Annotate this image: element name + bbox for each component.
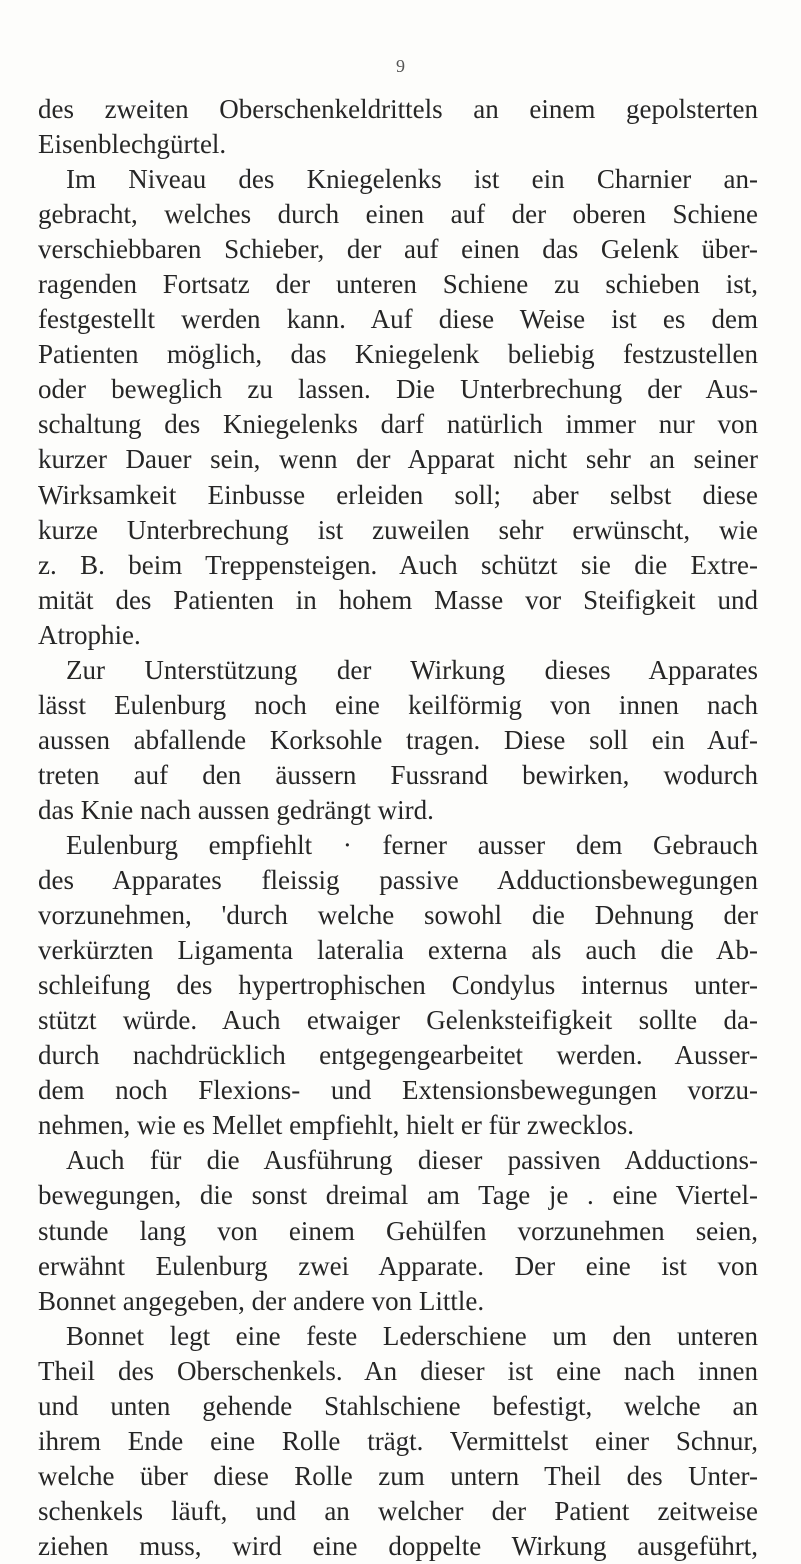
text-line: bewegungen, die sonst dreimal am Tage je . eine Viertel- xyxy=(38,1180,758,1211)
text-line: festgestellt werden kann. Auf diese Weise ist es dem xyxy=(38,304,758,335)
text-line: ziehen muss, wird eine doppelte Wirkung ausgeführt, xyxy=(38,1530,758,1561)
text-line: des Apparates fleissig passive Adductionsbewegungen xyxy=(38,865,758,896)
text-line: mität des Patienten in hohem Masse vor Steifigkeit und xyxy=(38,584,758,615)
text-line: und unten gehende Stahlschiene befestigt, welche an xyxy=(38,1390,758,1421)
text-line: erwähnt Eulenburg zwei Apparate. Der eine ist von xyxy=(38,1250,758,1281)
text-line: Eulenburg empfiehlt · ferner ausser dem Gebrauch xyxy=(66,829,758,860)
text-line: Wirksamkeit Einbusse erleiden soll; aber selbst diese xyxy=(38,479,758,510)
text-line: stunde lang von einem Gehülfen vorzunehmen seien, xyxy=(38,1215,758,1246)
text-line: stützt würde. Auch etwaiger Gelenksteifigkeit sollte da- xyxy=(38,1005,758,1036)
text-line: z. B. beim Treppensteigen. Auch schützt sie die Extre- xyxy=(38,549,758,580)
text-line: lässt Eulenburg noch eine keilförmig von innen nach xyxy=(38,689,758,720)
text-line: das Knie nach aussen gedrängt wird. xyxy=(38,794,434,825)
text-line: Bonnet angegeben, der andere von Little. xyxy=(38,1285,485,1316)
text-line: dem noch Flexions- und Extensionsbewegungen vorzu- xyxy=(38,1075,758,1106)
text-line: schaltung des Kniegelenks darf natürlich immer nur von xyxy=(38,409,758,440)
text-line: oder beweglich zu lassen. Die Unterbrechung der Aus- xyxy=(38,374,758,405)
text-line: Atrophie. xyxy=(38,619,141,650)
text-line: ihrem Ende eine Rolle trägt. Vermittelst einer Schnur, xyxy=(38,1425,758,1456)
text-line: Zur Unterstützung der Wirkung dieses Apparates xyxy=(66,654,758,685)
text-line: vorzunehmen, 'durch welche sowohl die Dehnung der xyxy=(38,900,758,931)
text-line: schleifung des hypertrophischen Condylus internus unter- xyxy=(38,970,758,1001)
text-line: ragenden Fortsatz der unteren Schiene zu schieben ist, xyxy=(38,269,758,300)
text-line: Eisenblechgürtel. xyxy=(38,129,227,160)
text-line: Bonnet legt eine feste Lederschiene um den unteren xyxy=(66,1320,758,1351)
text-line: aussen abfallende Korksohle tragen. Diese soll ein Auf- xyxy=(38,724,758,755)
text-line: welche über diese Rolle zum untern Theil des Unter- xyxy=(38,1460,758,1491)
text-line: Im Niveau des Kniegelenks ist ein Charnier an- xyxy=(66,164,758,195)
text-line: schenkels läuft, und an welcher der Patient zeitweise xyxy=(38,1495,758,1526)
text-line: gebracht, welches durch einen auf der oberen Schiene xyxy=(38,199,758,230)
body-text xyxy=(38,92,758,1564)
text-line: verkürzten Ligamenta lateralia externa als auch die Ab- xyxy=(38,935,758,966)
text-line: durch nachdrücklich entgegengearbeitet werden. Ausser- xyxy=(38,1040,758,1071)
text-line: Theil des Oberschenkels. An dieser ist eine nach innen xyxy=(38,1355,758,1386)
text-line: kurzer Dauer sein, wenn der Apparat nicht sehr an seiner xyxy=(38,444,758,475)
page-number: 9 xyxy=(396,56,405,76)
text-line: verschiebbaren Schieber, der auf einen das Gelenk über- xyxy=(38,234,758,265)
text-line: Auch für die Ausführung dieser passiven Adductions- xyxy=(66,1145,758,1176)
text-line: nehmen, wie es Mellet empfiehlt, hielt er für zwecklos. xyxy=(38,1110,635,1141)
text-line: kurze Unterbrechung ist zuweilen sehr erwünscht, wie xyxy=(38,514,758,545)
text-line: Patienten möglich, das Kniegelenk beliebig festzustellen xyxy=(38,339,758,370)
text-line: treten auf den äussern Fussrand bewirken, wodurch xyxy=(38,759,758,790)
text-line: des zweiten Oberschenkeldrittels an einem gepolsterten xyxy=(38,94,758,124)
